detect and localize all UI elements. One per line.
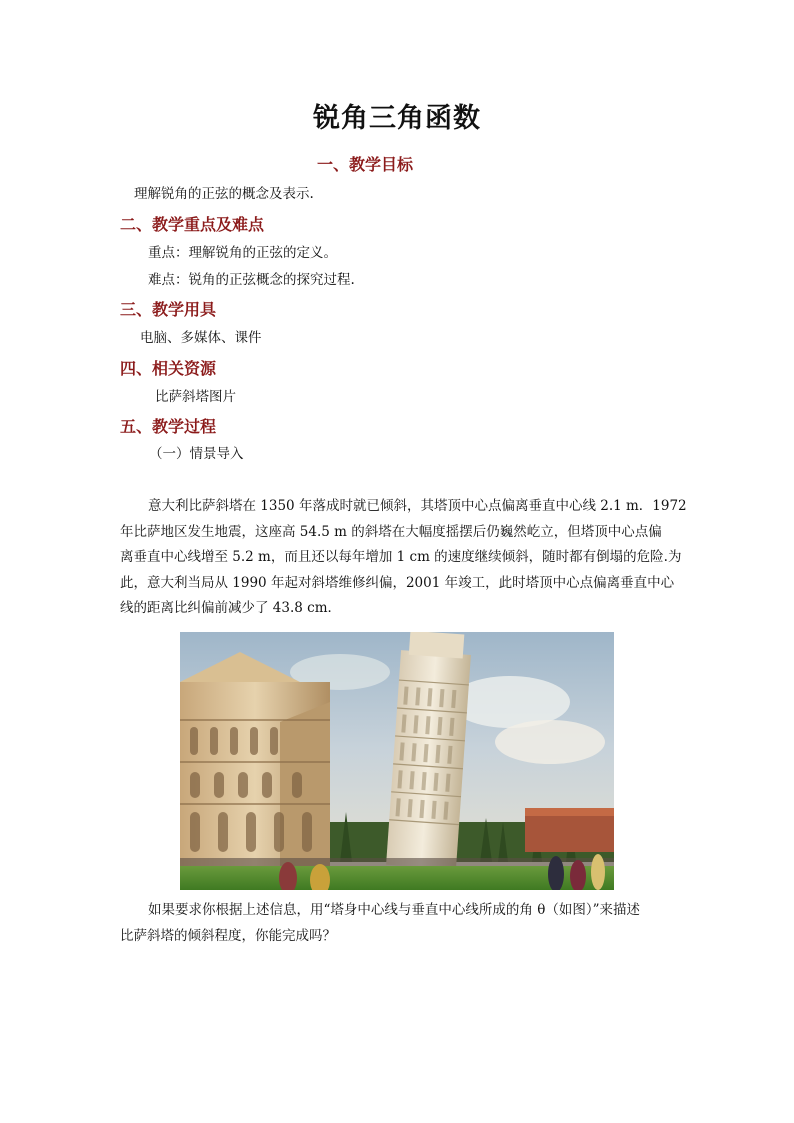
paragraph-line: 年比萨地区发生地震，这座高 54.5 m 的斜塔在大幅度摇摆后仍巍然屹立，但塔顶中心点偏: [120, 523, 662, 540]
paragraph-line: 此，意大利当局从 1990 年起对斜塔维修纠偏，2001 年竣工，此时塔顶中心点偏离垂直中心: [120, 574, 675, 591]
paragraph-line: 离垂直中心线增至 5.2 m，而且还以每年增加 1 cm 的速度继续倾斜，随时都有倒塌的危险.为: [120, 549, 682, 565]
pisa-tower-paragraph: [120, 494, 687, 622]
paragraph-line: 如果要求你根据上述信息，用“塔身中心线与垂直中心线所成的角 θ（如图）”来描述: [148, 902, 640, 918]
teaching-goals-text: 理解锐角的正弦的概念及表示.: [134, 186, 314, 202]
section-heading-resources: 四、相关资源: [120, 359, 217, 378]
teaching-tools-text: 电脑、多媒体、课件: [140, 330, 262, 346]
leaning-tower-of-pisa-photo: [180, 632, 614, 890]
section-heading-key-points: 二、教学重点及难点: [120, 215, 265, 234]
section-heading-teaching-tools: 三、教学用具: [120, 300, 217, 319]
paragraph-line: 线的距离比纠偏前减少了 43.8 cm．: [120, 600, 342, 616]
section-heading-teaching-goals: 一、教学目标: [316, 155, 413, 174]
section-heading-teaching-process: 五、教学过程: [120, 417, 217, 436]
scenario-intro-label: （一）情景导入: [149, 446, 244, 462]
resources-text: 比萨斜塔图片: [155, 389, 236, 405]
key-point-text: 重点：理解锐角的正弦的定义。: [148, 245, 337, 261]
paragraph-line: 意大利比萨斜塔在 1350 年落成时就已倾斜，其塔顶中心点偏离垂直中心线 2.1 m．1972: [148, 498, 687, 514]
difficulty-text: 难点：锐角的正弦概念的探究过程.: [148, 272, 355, 288]
question-paragraph: [120, 898, 680, 949]
document-title: 锐角三角函数: [313, 103, 481, 134]
paragraph-line: 比萨斜塔的倾斜程度，你能完成吗？: [120, 927, 336, 944]
